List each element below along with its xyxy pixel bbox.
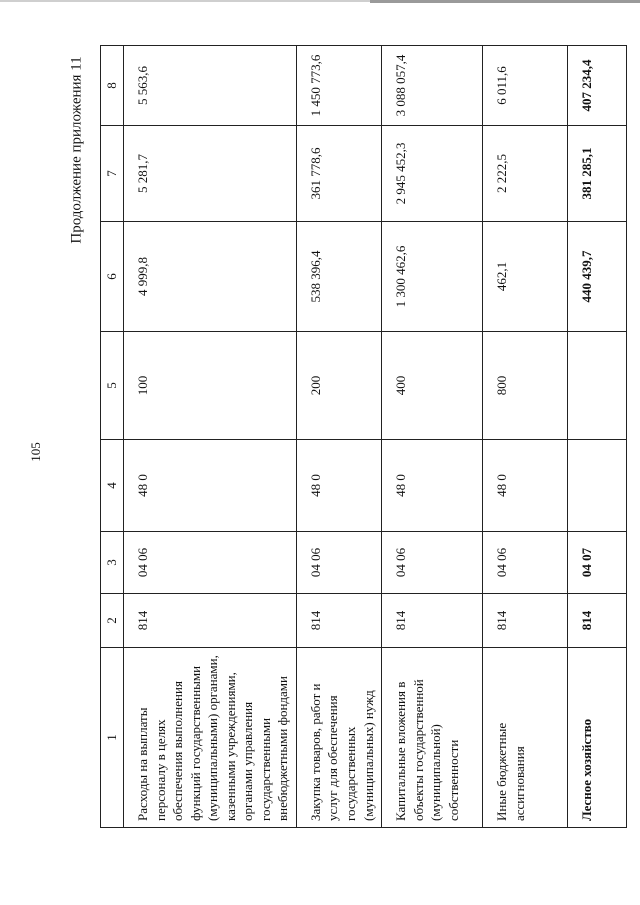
row-expense-type: 100 [124, 332, 297, 440]
table-row [296, 46, 381, 828]
appendix-continuation-note: Продолжение приложения 11 [68, 56, 85, 244]
row-description: Закупка товаров, работ и услуг для обеспечения государственных (муниципальных) нужд [296, 648, 381, 828]
page-number: 105 [28, 442, 43, 462]
row-amount-1: 462,1 [483, 222, 568, 332]
row-amount-1: 1 300 462,6 [382, 222, 483, 332]
table-row [382, 46, 483, 828]
row-amount-2: 2 222,5 [483, 126, 568, 222]
row-target-code: 48 0 [382, 440, 483, 532]
row-target-code: 48 0 [296, 440, 381, 532]
row-ministry-code: 814 [296, 594, 381, 648]
row-section-code: 04 06 [483, 532, 568, 594]
row-target-code [568, 440, 627, 532]
row-amount-3: 6 011,6 [483, 46, 568, 126]
header-col-2: 2 [101, 594, 124, 648]
row-description: Иные бюджетные ассигнования [483, 648, 568, 828]
header-col-5: 5 [101, 332, 124, 440]
row-amount-1: 4 999,8 [124, 222, 297, 332]
header-col-7: 7 [101, 126, 124, 222]
row-amount-1: 440 439,7 [568, 222, 627, 332]
table-row-total [568, 46, 627, 828]
row-target-code: 48 0 [483, 440, 568, 532]
row-amount-2: 361 778,6 [296, 126, 381, 222]
row-expense-type: 800 [483, 332, 568, 440]
row-target-code: 48 0 [124, 440, 297, 532]
row-description: Лесное хозяйство [568, 648, 627, 828]
row-description: Расходы на выплаты персоналу в целях обеспечения выполнения функций государственными (муниципальными) органами, казенными учреждениями, органами управления государственными внебюджетными фондами [124, 648, 297, 828]
row-amount-1: 538 396,4 [296, 222, 381, 332]
budget-table-container [100, 46, 633, 828]
row-section-code: 04 06 [382, 532, 483, 594]
row-amount-2: 2 945 452,3 [382, 126, 483, 222]
scan-top-edge-shadow [370, 0, 640, 3]
header-col-8: 8 [101, 46, 124, 126]
header-col-3: 3 [101, 532, 124, 594]
header-col-4: 4 [101, 440, 124, 532]
row-ministry-code: 814 [382, 594, 483, 648]
row-amount-3: 1 450 773,6 [296, 46, 381, 126]
row-amount-3: 5 563,6 [124, 46, 297, 126]
budget-table-rotated [100, 46, 633, 828]
row-ministry-code: 814 [124, 594, 297, 648]
row-amount-3: 407 234,4 [568, 46, 627, 126]
row-section-code: 04 07 [568, 532, 627, 594]
header-col-1: 1 [101, 648, 124, 828]
row-expense-type: 400 [382, 332, 483, 440]
table-header-row [101, 46, 124, 828]
budget-table [100, 45, 627, 828]
row-description: Капитальные вложения в объекты государственной (муниципальной) собственности [382, 648, 483, 828]
row-expense-type [568, 332, 627, 440]
row-section-code: 04 06 [124, 532, 297, 594]
row-ministry-code: 814 [483, 594, 568, 648]
table-row [483, 46, 568, 828]
row-section-code: 04 06 [296, 532, 381, 594]
row-ministry-code: 814 [568, 594, 627, 648]
row-amount-2: 5 281,7 [124, 126, 297, 222]
table-row [124, 46, 297, 828]
header-col-6: 6 [101, 222, 124, 332]
row-amount-3: 3 088 057,4 [382, 46, 483, 126]
row-expense-type: 200 [296, 332, 381, 440]
row-amount-2: 381 285,1 [568, 126, 627, 222]
